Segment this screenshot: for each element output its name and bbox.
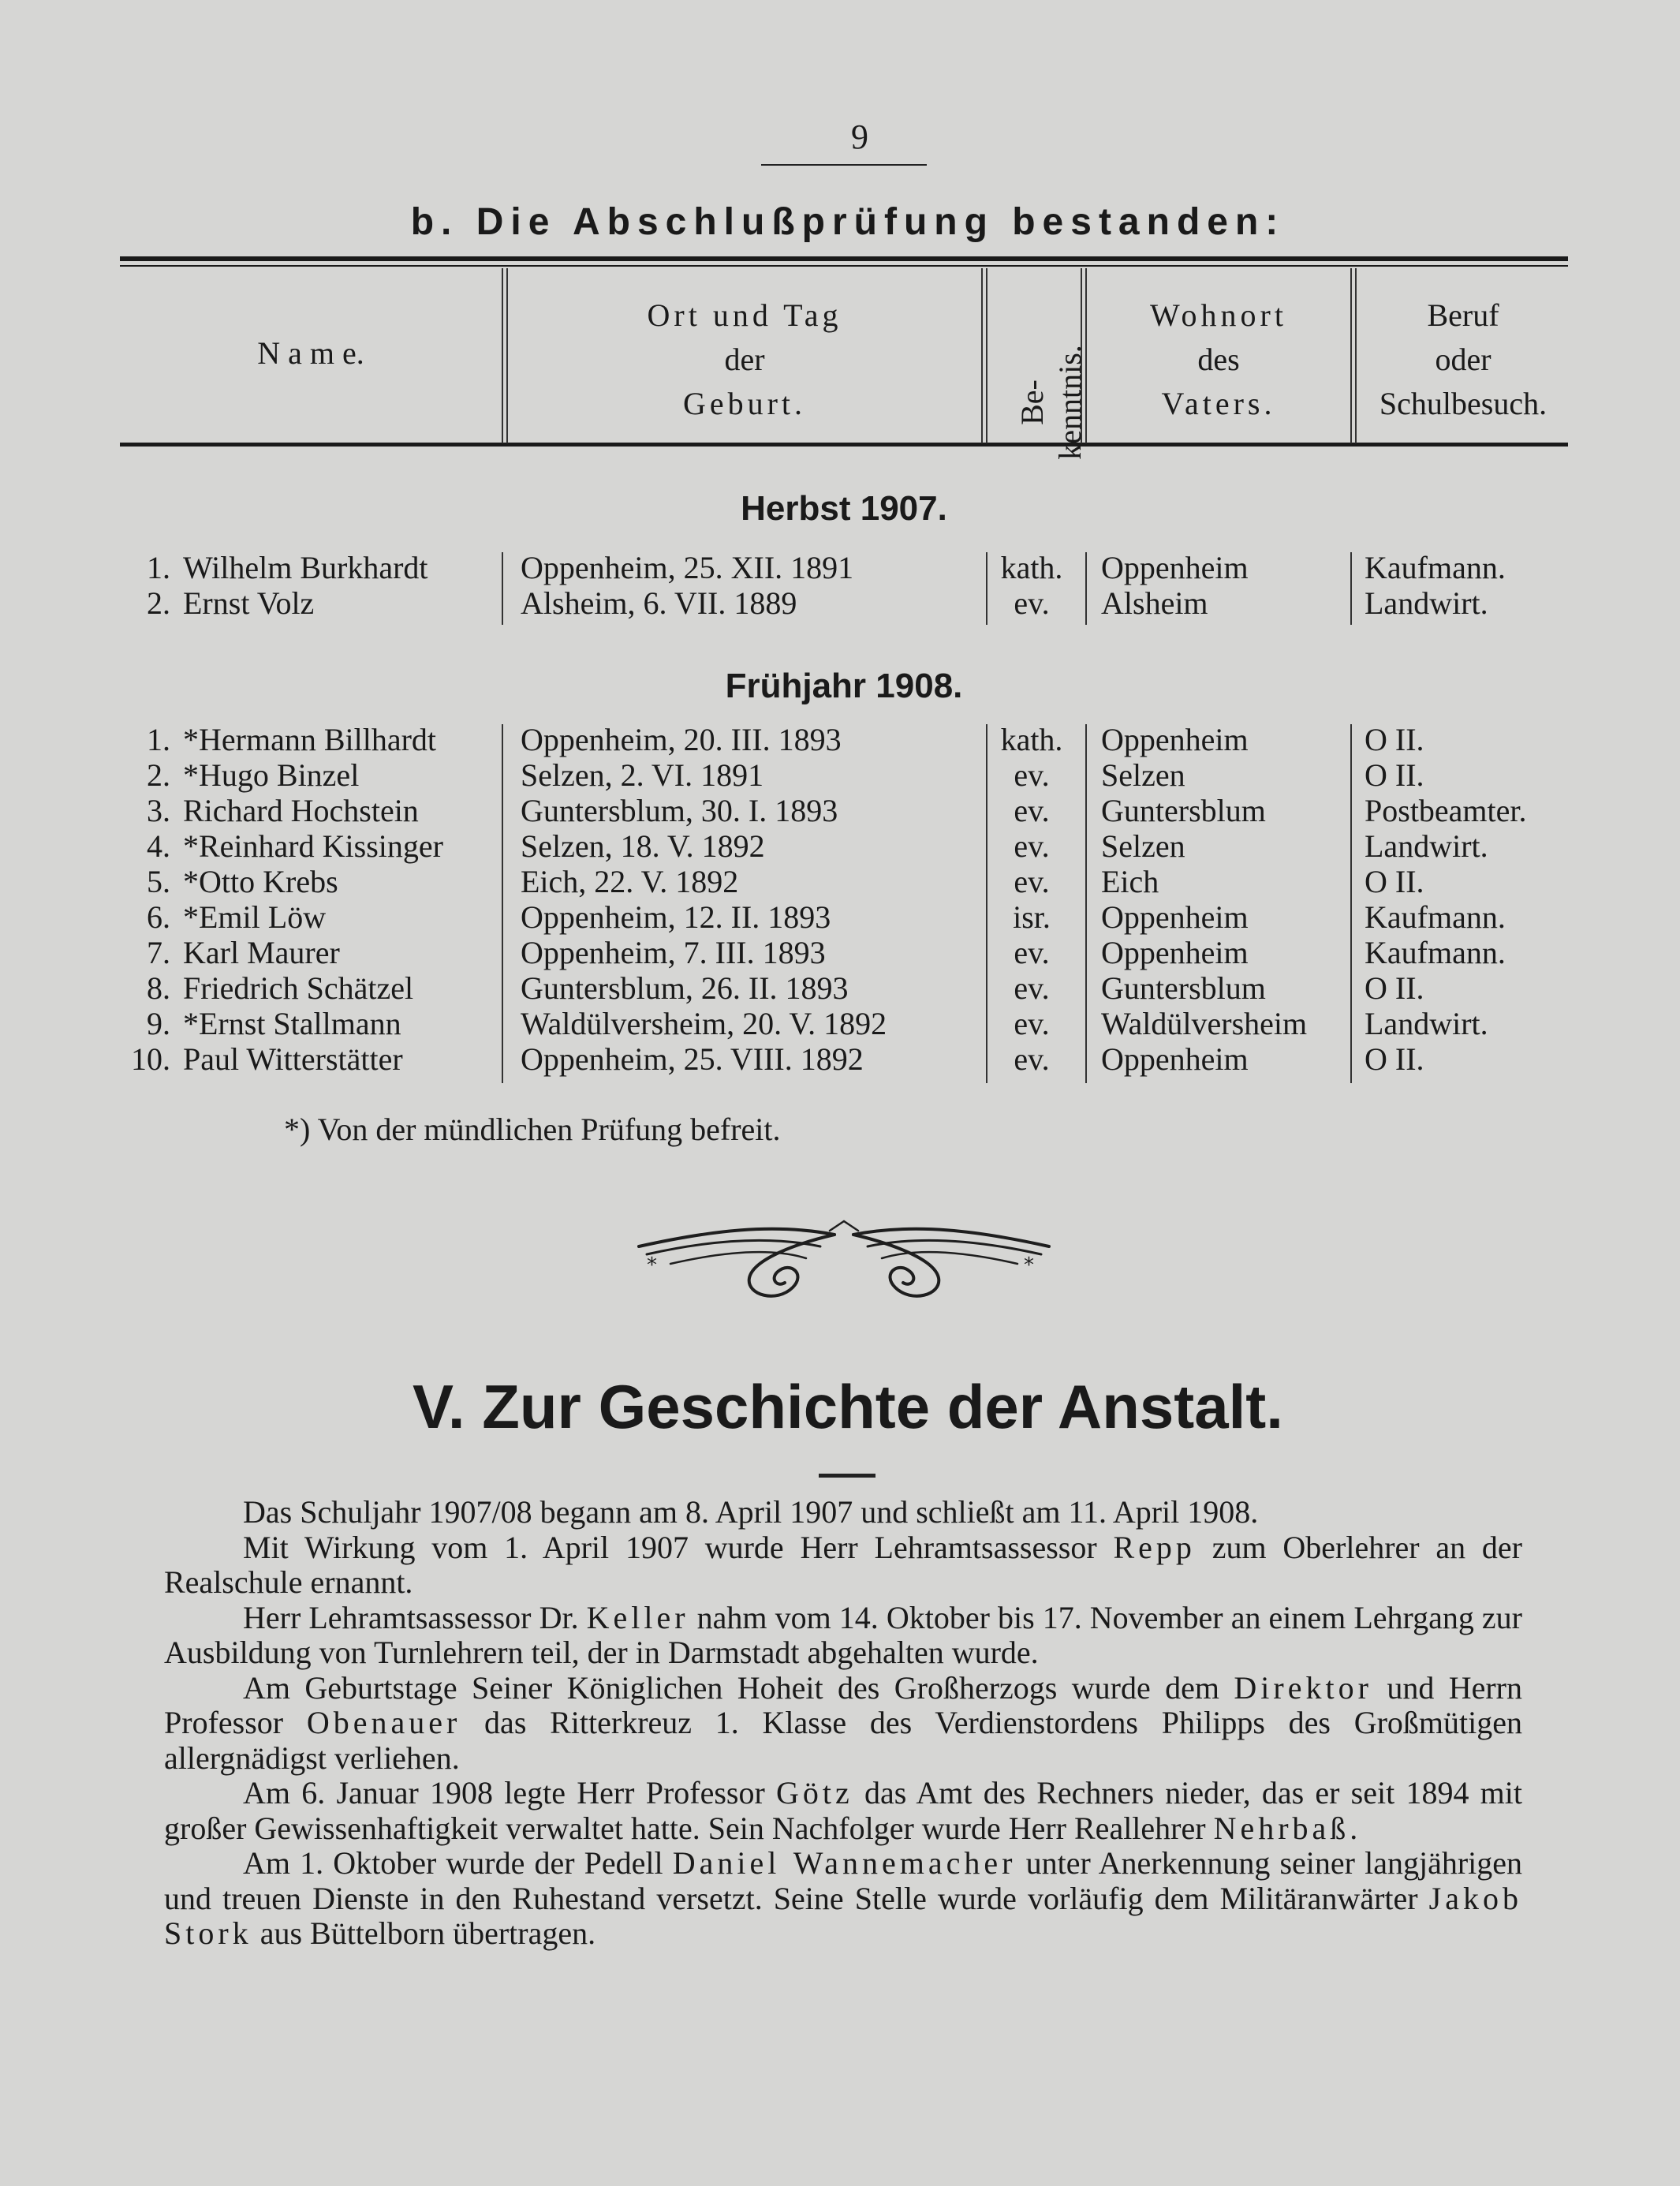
row-number: 3.: [147, 793, 170, 828]
chapter-title: V. Zur Geschichte der Anstalt.: [413, 1372, 1283, 1441]
career: O II.: [1365, 722, 1424, 757]
birth-place-date: Oppenheim, 25. XII. 1891: [521, 550, 854, 585]
career: O II.: [1365, 970, 1424, 1006]
career: Landwirt.: [1365, 828, 1488, 864]
birth-place-date: Selzen, 2. VI. 1891: [521, 757, 764, 793]
header-col-divider: [502, 268, 503, 443]
row-number: 7.: [147, 935, 170, 970]
row-number: 6.: [147, 899, 170, 935]
religion: kath.: [1000, 722, 1063, 757]
religion: ev.: [1014, 757, 1050, 793]
father-residence: Guntersblum: [1101, 793, 1266, 828]
footnote: *) Von der mündlichen Prüfung befreit.: [284, 1112, 781, 1147]
chapter-title-dash: [819, 1474, 875, 1478]
student-name: Richard Hochstein: [183, 793, 419, 828]
page-number-rule: [761, 164, 927, 166]
row-number: 2.: [147, 585, 170, 621]
religion: ev.: [1014, 828, 1050, 864]
religion: ev.: [1014, 864, 1050, 899]
career: Kaufmann.: [1365, 899, 1506, 935]
father-residence: Waldülversheim: [1101, 1006, 1308, 1041]
section-heading: b. Die Abschlußprüfung bestanden:: [410, 201, 1286, 243]
birth-place-date: Oppenheim, 25. VIII. 1892: [521, 1041, 864, 1077]
student-name: *Reinhard Kissinger: [183, 828, 443, 864]
career: Landwirt.: [1365, 1006, 1488, 1041]
ornament-flourish-icon: [623, 1199, 1065, 1310]
row-number: 10.: [131, 1041, 170, 1077]
religion: ev.: [1014, 793, 1050, 828]
season-heading: Herbst 1907.: [741, 489, 947, 528]
student-name: *Hermann Billhardt: [183, 722, 437, 757]
religion: ev.: [1014, 1006, 1050, 1041]
header-job: Beruf oder Schulbesuch.: [1379, 297, 1547, 421]
student-name: *Emil Löw: [183, 899, 327, 935]
father-residence: Alsheim: [1101, 585, 1208, 621]
birth-place-date: Waldülversheim, 20. V. 1892: [521, 1006, 887, 1041]
religion: isr.: [1013, 899, 1051, 935]
row-number: 4.: [147, 828, 170, 864]
birth-place-date: Alsheim, 6. VII. 1889: [521, 585, 797, 621]
birth-place-date: Oppenheim, 7. III. 1893: [521, 935, 826, 970]
body-col-divider: [502, 724, 503, 1083]
row-number: 2.: [147, 757, 170, 793]
religion: ev.: [1014, 970, 1050, 1006]
page-number: 9: [851, 118, 868, 156]
body-col-divider: [1085, 552, 1087, 625]
paragraph: Das Schuljahr 1907/08 begann am 8. April 1907 und schließt am 11. April 1908.: [243, 1494, 1259, 1530]
paragraph: Mit Wirkung vom 1. April 1907 wurde Herr Lehramtsassessor Repp zum Oberlehrer an der Realschule ernannt.: [164, 1529, 1522, 1600]
birth-place-date: Oppenheim, 12. II. 1893: [521, 899, 831, 935]
paragraph: Herr Lehramtsassessor Dr. Keller nahm vom 14. Oktober bis 17. November an einem Lehrgang zur Ausbildung von Turnlehrern teil, der in Darmstadt abgehalten wurde.: [164, 1599, 1522, 1670]
row-number: 9.: [147, 1006, 170, 1041]
father-residence: Oppenheim: [1101, 550, 1249, 585]
header-col-divider: [986, 268, 987, 443]
svg-text:*: *: [1024, 1254, 1034, 1277]
body-col-divider: [1350, 724, 1352, 1083]
row-number: 1.: [147, 550, 170, 585]
father-residence: Selzen: [1101, 828, 1185, 864]
paragraph: Am Geburtstage Seiner Königlichen Hoheit des Großherzogs wurde dem Direktor und Herrn Professor Obenauer das Ritterkreuz 1. Klasse des Verdienstordens Philipps des Großmütigen allergnädigst verliehen.: [164, 1669, 1523, 1776]
paragraph: Am 1. Oktober wurde der Pedell Daniel Wannemacher unter Anerkennung seiner langjährigen und treuen Dienste in den Ruhestand versetzt. Seine Stelle wurde vorläufig dem Militäranwärter Jakob Stork aus Büttelborn übertragen.: [164, 1845, 1523, 1951]
svg-text:*: *: [647, 1254, 657, 1277]
father-residence: Selzen: [1101, 757, 1185, 793]
body-col-divider: [502, 552, 503, 625]
header-col-divider: [981, 268, 983, 443]
season-heading: Frühjahr 1908.: [725, 667, 963, 705]
father-residence: Oppenheim: [1101, 1041, 1249, 1077]
student-name: Paul Witterstätter: [183, 1041, 403, 1077]
header-name: N a m e.: [257, 335, 364, 371]
career: O II.: [1365, 757, 1424, 793]
religion: ev.: [1014, 935, 1050, 970]
birth-place-date: Guntersblum, 26. II. 1893: [521, 970, 849, 1006]
student-name: Ernst Volz: [183, 585, 315, 621]
student-name: Wilhelm Burkhardt: [183, 550, 428, 585]
career: Kaufmann.: [1365, 935, 1506, 970]
header-col-divider: [1350, 268, 1352, 443]
career: O II.: [1365, 1041, 1424, 1077]
chronicle-text: [164, 1495, 1522, 1952]
student-name: Karl Maurer: [183, 935, 340, 970]
career: Landwirt.: [1365, 585, 1488, 621]
student-name: *Otto Krebs: [183, 864, 338, 899]
header-residence: Wohnort des Vaters.: [1150, 297, 1287, 421]
father-residence: Eich: [1101, 864, 1159, 899]
student-name: Friedrich Schätzel: [183, 970, 414, 1006]
religion: ev.: [1014, 585, 1050, 621]
header-birth: Ort und Tag der Geburt.: [647, 297, 842, 421]
row-number: 1.: [147, 722, 170, 757]
father-residence: Oppenheim: [1101, 935, 1249, 970]
student-name: *Ernst Stallmann: [183, 1006, 401, 1041]
father-residence: Guntersblum: [1101, 970, 1266, 1006]
religion: kath.: [1000, 550, 1063, 585]
birth-place-date: Eich, 22. V. 1892: [521, 864, 739, 899]
birth-place-date: Selzen, 18. V. 1892: [521, 828, 765, 864]
body-col-divider: [1085, 724, 1087, 1083]
career: Postbeamter.: [1365, 793, 1527, 828]
paragraph: Am 6. Januar 1908 legte Herr Professor Götz das Amt des Rechners nieder, das er seit 1894 mit großer Gewissenhaftigkeit verwaltet hatte. Sein Nachfolger wurde Herr Reallehrer Nehrbaß.: [164, 1775, 1522, 1846]
student-name: *Hugo Binzel: [183, 757, 360, 793]
row-number: 5.: [147, 864, 170, 899]
row-number: 8.: [147, 970, 170, 1006]
body-col-divider: [1350, 552, 1352, 625]
birth-place-date: Guntersblum, 30. I. 1893: [521, 793, 838, 828]
career: Kaufmann.: [1365, 550, 1506, 585]
father-residence: Oppenheim: [1101, 722, 1249, 757]
father-residence: Oppenheim: [1101, 899, 1249, 935]
religion: ev.: [1014, 1041, 1050, 1077]
career: O II.: [1365, 864, 1424, 899]
table-top-rule: [120, 256, 1568, 261]
header-religion: Be-kenntnis.: [1014, 345, 1088, 460]
birth-place-date: Oppenheim, 20. III. 1893: [521, 722, 842, 757]
table-top-rule-thin: [120, 265, 1568, 267]
